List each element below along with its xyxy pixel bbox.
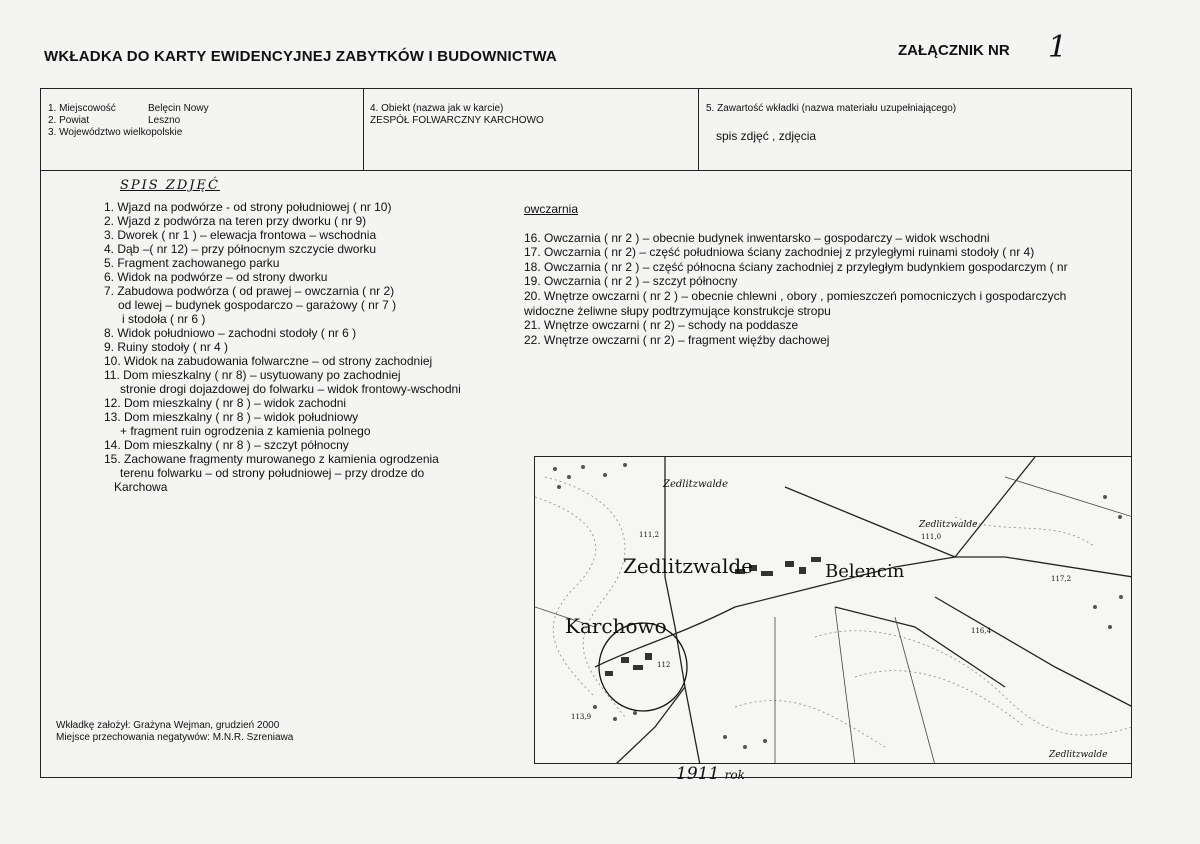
storage-note: Miejsce przechowania negatywów: M.N.R. Szreniawa: [56, 732, 294, 743]
owczarnia-section: [524, 202, 1068, 347]
column-divider-2: [698, 88, 699, 170]
list-item: + fragment ruin ogrodzenia z kamienia polnego: [120, 424, 371, 438]
map-label: Zedlitzwalde: [663, 479, 728, 490]
list-item: od lewej – budynek gospodarczo – garażowy ( nr 7 ): [118, 298, 397, 312]
object-value: ZESPÓŁ FOLWARCZNY KARCHOWO: [370, 115, 544, 126]
map-drawing: [535, 457, 1132, 764]
map-year: [676, 764, 745, 784]
list-item: 14. Dom mieszkalny ( nr 8 ) – szczyt północny: [104, 438, 349, 452]
list-item: 18. Owczarnia ( nr 2 ) – część północna ściany zachodniej z przyległym budynkiem gospodarczym ( nr: [524, 259, 1068, 274]
column-divider-1: [363, 88, 364, 170]
list-item: 19. Owczarnia ( nr 2 ) – szczyt północny: [524, 274, 738, 289]
map-label: Zedlitzwalde: [1049, 750, 1108, 760]
field-county: 2. Powiat Leszno: [48, 115, 181, 126]
historical-map: [534, 456, 1132, 764]
list-item: 2. Wjazd z podwórza na teren przy dworku ( nr 9): [104, 214, 367, 228]
document-title: WKŁADKA DO KARTY EWIDENCYJNEJ ZABYTKÓW I BUDOWNICTWA: [44, 48, 557, 65]
list-item: i stodoła ( nr 6 ): [122, 312, 206, 326]
map-label: 113,9: [571, 713, 592, 721]
header-divider: [40, 170, 1132, 171]
list-item: widoczne żeliwne słupy podtrzymujące konstrukcje stropu: [524, 303, 831, 318]
field-voivodeship: 3. Województwo wielkopolskie: [48, 127, 183, 138]
map-label: Belencin: [825, 561, 905, 582]
roads: [595, 457, 1132, 764]
year-value: 1911: [676, 764, 720, 784]
author-note: Wkładkę założył: Grażyna Wejman, grudzień 2000: [56, 720, 280, 731]
list-item: 17. Owczarnia ( nr 2) – część południowa ściany zachodniej z przyległymi ruinami stodoły ( nr 4): [524, 245, 1035, 260]
list-item: 13. Dom mieszkalny ( nr 8 ) – widok południowy: [104, 410, 359, 424]
contents-value: spis zdjęć , zdjęcia: [716, 129, 817, 143]
year-suffix: rok: [724, 768, 745, 782]
photo-list: [104, 200, 461, 494]
list-item: 6. Widok na podwórze – od strony dworku: [104, 270, 328, 284]
field-locality: 1. Miejscowość Belęcin Nowy: [48, 103, 209, 114]
list-item: 22. Wnętrze owczarni ( nr 2) – fragment więźby dachowej: [524, 332, 830, 347]
list-item: 7. Zabudowa podwórza ( od prawej – owczarnia ( nr 2): [104, 284, 395, 298]
map-label: 111,0: [921, 533, 942, 541]
location-fields: [48, 103, 209, 139]
owczarnia-heading: owczarnia: [524, 202, 579, 216]
list-item: Karchowa: [114, 480, 168, 494]
list-item: 5. Fragment zachowanego parku: [104, 256, 280, 270]
list-item: 20. Wnętrze owczarni ( nr 2 ) – obecnie chlewni , obory , pomieszczeń pomocniczych i gospodarczych: [524, 288, 1067, 303]
list-heading: SPIS ZDJĘĆ: [120, 178, 220, 193]
list-item: terenu folwarku – od strony południowej – przy drodze do: [120, 466, 425, 480]
list-item: 10. Widok na zabudowania folwarczne – od strony zachodniej: [104, 354, 433, 368]
map-label: 117,2: [1051, 575, 1072, 583]
trees: [553, 463, 1123, 749]
list-item: 15. Zachowane fragmenty murowanego z kamienia ogrodzenia: [104, 452, 439, 466]
list-item: 3. Dworek ( nr 1 ) – elewacja frontowa – wschodnia: [104, 228, 377, 242]
list-item: 1. Wjazd na podwórze - od strony południowej ( nr 10): [104, 200, 392, 214]
list-item: 8. Widok południowo – zachodni stodoły ( nr 6 ): [104, 326, 357, 340]
object-field: [370, 103, 544, 127]
list-item: stronie drogi dojazdowej do folwarku – widok frontowy-wschodni: [120, 382, 461, 396]
list-item: 11. Dom mieszkalny ( nr 8) – usytuowany po zachodniej: [104, 368, 401, 382]
map-label: Zedlitzwalde: [623, 554, 753, 578]
map-label: 116,4: [971, 627, 992, 635]
map-label: 111,2: [639, 531, 660, 539]
footer: [56, 720, 293, 744]
list-item: 9. Ruiny stodoły ( nr 4 ): [104, 340, 229, 354]
object-label: 4. Obiekt (nazwa jak w karcie): [370, 103, 504, 114]
list-item: 4. Dąb –( nr 12) – przy północnym szczycie dworku: [104, 242, 377, 256]
list-item: 16. Owczarnia ( nr 2 ) – obecnie budynek inwentarsko – gospodarczy – widok wschodni: [524, 230, 990, 245]
annex-number: 1: [1048, 30, 1068, 65]
contents-label: 5. Zawartość wkładki (nazwa materiału uzupełniającego): [706, 103, 957, 114]
annex-label: ZAŁĄCZNIK NR: [898, 42, 1010, 59]
list-item: 12. Dom mieszkalny ( nr 8 ) – widok zachodni: [104, 396, 347, 410]
map-label: 112: [657, 661, 671, 669]
map-label: Karchowo: [565, 614, 667, 638]
map-label: Zedlitzwalde: [919, 520, 978, 530]
list-item: 21. Wnętrze owczarni ( nr 2) – schody na poddasze: [524, 318, 799, 333]
